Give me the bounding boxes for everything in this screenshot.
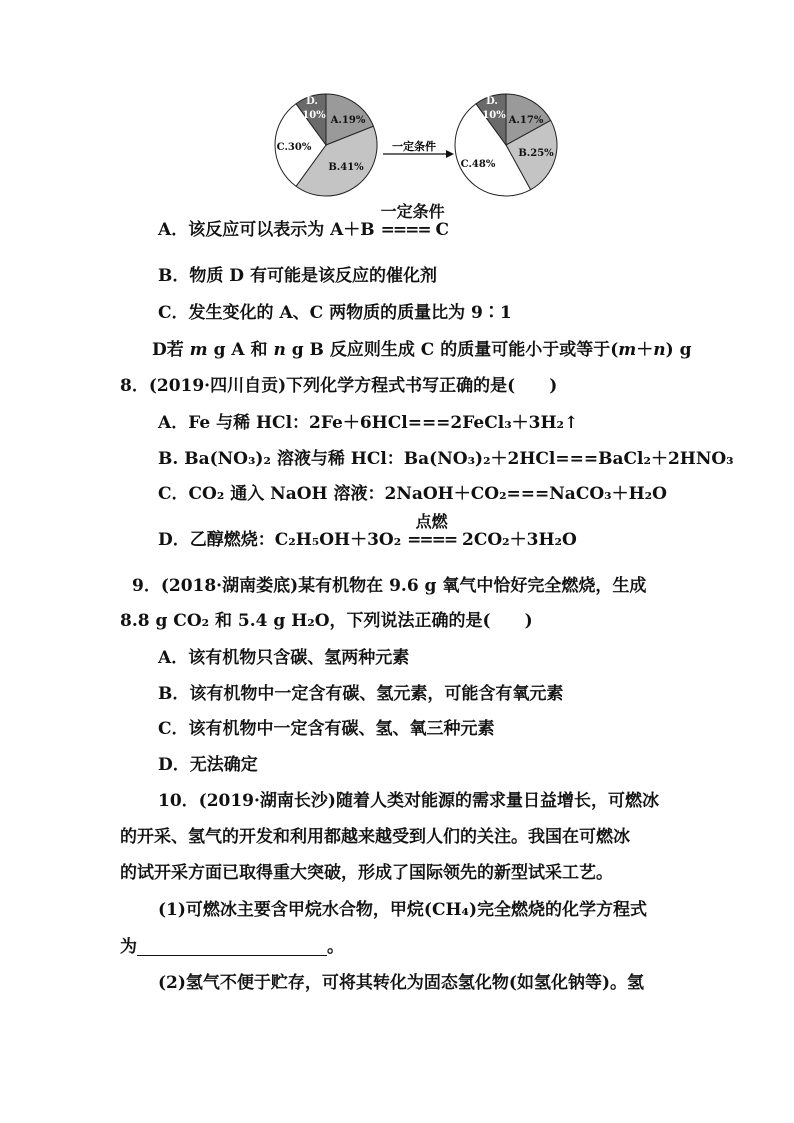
- q10-stem-line1: 10．(2019·湖南长沙)随着人类对能源的需求量日益增长，可燃冰: [158, 791, 659, 811]
- q9-stem-line2: 8.8 g CO₂ 和 5.4 g H₂O，下列说法正确的是( ): [120, 611, 533, 631]
- pie-label-a: A.19%: [330, 115, 366, 126]
- arrow-label: 一定条件: [392, 140, 436, 153]
- q10-part1-line1: (1)可燃冰主要含甲烷水合物，甲烷(CH₄)完全燃烧的化学方程式: [158, 900, 648, 920]
- q9-option-d: D．无法确定: [158, 755, 258, 775]
- q8-stem: 8．(2019·四川自贡)下列化学方程式书写正确的是( ): [120, 376, 558, 396]
- pie-chart-before: [275, 94, 377, 196]
- pie-label-b: B.25%: [518, 148, 554, 159]
- reaction-condition: 一定条件 ====: [380, 202, 445, 240]
- reaction-arrow: [383, 139, 454, 158]
- pie-label-c: C.30%: [276, 142, 312, 153]
- q9-stem-line1: 9．(2018·湖南娄底)某有机物在 9.6 g 氧气中恰好完全燃烧，生成: [132, 576, 647, 596]
- q8-option-a: A．Fe 与稀 HCl：2Fe＋6HCl===2FeCl₃＋3H₂↑: [158, 413, 579, 433]
- q8-option-d: D．乙醇燃烧：C₂H₅OH＋3O₂ 点燃 ==== 2CO₂＋3H₂O: [158, 512, 577, 550]
- pie-chart-after: [455, 94, 557, 196]
- reaction-figure: [0, 0, 794, 200]
- pie-label-d-pct: 10%: [302, 110, 326, 121]
- q8-option-c: C．CO₂ 通入 NaOH 溶液：2NaOH＋CO₂===NaCO₃＋H₂O: [158, 484, 667, 504]
- answer-blank[interactable]: [137, 937, 327, 956]
- pie-label-d-pct: 10%: [482, 110, 506, 121]
- q9-option-c: C．该有机物中一定含有碳、氢、氧三种元素: [158, 719, 495, 739]
- q8-option-b: B. Ba(NO₃)₂ 溶液与稀 HCl：Ba(NO₃)₂＋2HCl===BaCl₂＋2HNO₃: [158, 449, 734, 469]
- pie-label-d: D.: [306, 96, 318, 107]
- q7-option-c: C．发生变化的 A、C 两物质的质量比为 9∶1: [158, 303, 512, 323]
- q7-option-d: D若 m g A 和 n g B 反应则生成 C 的质量可能小于或等于(m＋n) g: [152, 340, 692, 360]
- pie-label-c: C.48%: [460, 159, 496, 170]
- pie-label-d: D.: [486, 96, 498, 107]
- q7-option-b: B．物质 D 有可能是该反应的催化剂: [158, 266, 437, 286]
- pie-label-b: B.41%: [328, 162, 364, 173]
- reaction-condition: 点燃 ====: [407, 512, 457, 550]
- q9-option-b: B．该有机物中一定含有碳、氢元素，可能含有氧元素: [158, 684, 564, 704]
- q9-option-a: A．该有机物只含碳、氢两种元素: [158, 648, 410, 668]
- pie-label-a: A.17%: [508, 115, 544, 126]
- q10-stem-line3: 的试开采方面已取得重大突破，形成了国际领先的新型试采工艺。: [120, 863, 613, 883]
- q10-part1-line2: 为 。: [120, 937, 344, 957]
- q7-option-a: A．该反应可以表示为 A＋B 一定条件 ==== C: [158, 202, 450, 240]
- q10-stem-line2: 的开采、氢气的开发和利用都越来越受到人们的关注。我国在可燃冰: [120, 827, 630, 847]
- q10-part2-line1: (2)氢气不便于贮存，可将其转化为固态氢化物(如氢化钠等)。氢: [158, 973, 645, 993]
